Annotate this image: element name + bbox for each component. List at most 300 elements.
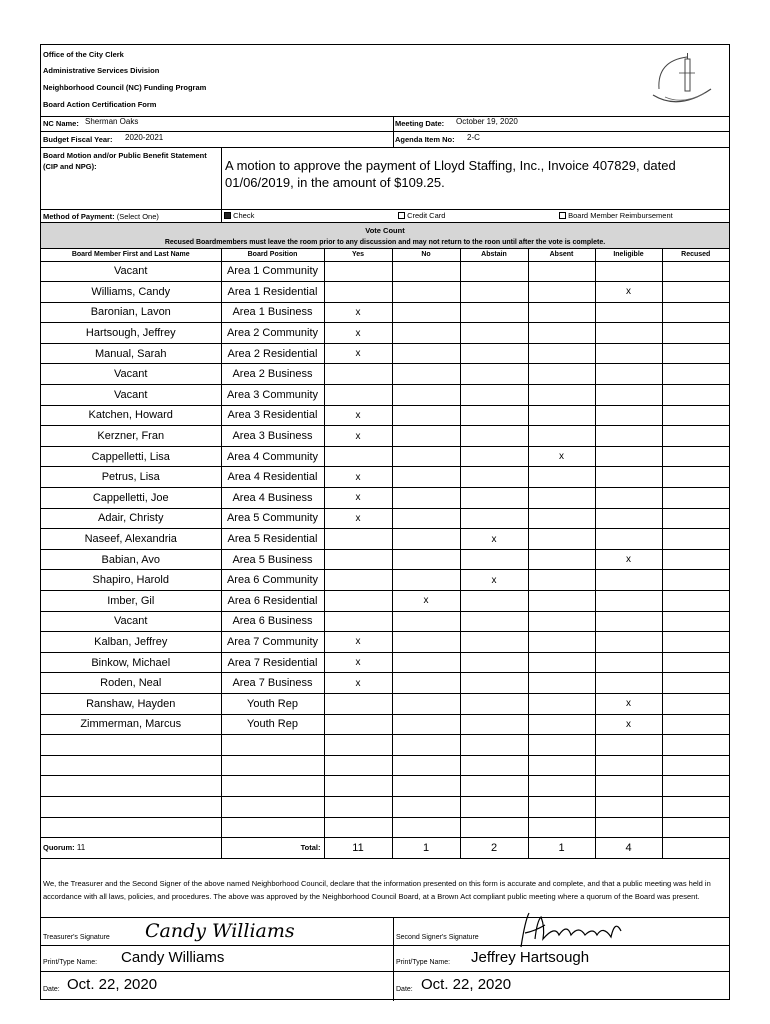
- quorum-cell: [41, 838, 221, 859]
- abstain-cell: [460, 467, 528, 488]
- member-name: Cappelletti, Lisa: [41, 446, 221, 467]
- no-cell: [392, 673, 460, 694]
- no-cell: [392, 323, 460, 344]
- abstain-cell: x: [460, 529, 528, 550]
- board-position: Area 2 Community: [221, 323, 324, 344]
- no-cell: [392, 385, 460, 406]
- no-cell: [392, 364, 460, 385]
- yes-cell: [324, 755, 392, 776]
- meeting-date-value: October 19, 2020: [456, 117, 518, 126]
- motion-text: A motion to approve the payment of Lloyd Staffing, Inc., Invoice 407829, dated 01/06/2019, in the amount of $109.25.: [225, 158, 676, 190]
- absent-cell: [528, 323, 595, 344]
- recused-cell: [662, 755, 729, 776]
- second-signature-label: Second Signer's Signature: [396, 934, 479, 941]
- quorum-label: Quorum:: [43, 843, 75, 853]
- yes-cell: x: [324, 673, 392, 694]
- board-position: Area 1 Business: [221, 302, 324, 323]
- absent-cell: [528, 529, 595, 550]
- header-form-title: Board Action Certification Form: [43, 100, 157, 109]
- recused-cell: [662, 673, 729, 694]
- recused-cell: [662, 776, 729, 797]
- vote-table: [41, 248, 729, 859]
- vote-table-body: [41, 261, 729, 838]
- table-row: [41, 282, 729, 303]
- recused-cell: [662, 405, 729, 426]
- recused-cell: [662, 693, 729, 714]
- yes-cell: [324, 385, 392, 406]
- yes-cell: [324, 570, 392, 591]
- table-row: [41, 488, 729, 509]
- absent-cell: [528, 302, 595, 323]
- table-row: [41, 796, 729, 817]
- col-header: No: [392, 248, 460, 261]
- col-header: Ineligible: [595, 248, 662, 261]
- member-name: Imber, Gil: [41, 591, 221, 612]
- vote-table-header: [41, 248, 729, 261]
- yes-cell: [324, 776, 392, 797]
- board-position: Area 4 Business: [221, 488, 324, 509]
- member-name: Naseef, Alexandria: [41, 529, 221, 550]
- ineligible-cell: [595, 323, 662, 344]
- no-cell: [392, 735, 460, 756]
- payment-option-credit-card[interactable]: [398, 211, 445, 220]
- abstain-cell: [460, 343, 528, 364]
- board-position: Area 6 Business: [221, 611, 324, 632]
- ineligible-cell: [595, 755, 662, 776]
- member-name: Vacant: [41, 385, 221, 406]
- table-row: [41, 405, 729, 426]
- table-row: [41, 673, 729, 694]
- total-recused: [662, 838, 729, 859]
- yes-cell: [324, 735, 392, 756]
- board-action-form: [40, 44, 730, 1000]
- ineligible-cell: x: [595, 714, 662, 735]
- table-row: [41, 776, 729, 797]
- col-header: Abstain: [460, 248, 528, 261]
- yes-cell: x: [324, 405, 392, 426]
- member-name: Vacant: [41, 364, 221, 385]
- no-cell: [392, 570, 460, 591]
- abstain-cell: [460, 776, 528, 797]
- motion-label: Board Motion and/or Public Benefit Statement (CIP and NPG):: [43, 151, 207, 171]
- abstain-cell: [460, 817, 528, 838]
- total-abstain: 2: [460, 838, 528, 859]
- absent-cell: [528, 385, 595, 406]
- divider: [393, 116, 394, 147]
- yes-cell: [324, 591, 392, 612]
- yes-cell: [324, 446, 392, 467]
- recused-cell: [662, 364, 729, 385]
- yes-cell: x: [324, 508, 392, 529]
- yes-cell: [324, 282, 392, 303]
- ineligible-cell: [595, 405, 662, 426]
- ineligible-cell: [595, 652, 662, 673]
- second-date: Oct. 22, 2020: [421, 976, 512, 993]
- yes-cell: x: [324, 632, 392, 653]
- board-position: Area 4 Residential: [221, 467, 324, 488]
- table-row: [41, 385, 729, 406]
- no-cell: [392, 776, 460, 797]
- table-row: [41, 446, 729, 467]
- agenda-item-value: 2-C: [467, 133, 480, 142]
- ineligible-cell: [595, 364, 662, 385]
- no-cell: [392, 488, 460, 509]
- member-name: Baronian, Lavon: [41, 302, 221, 323]
- absent-cell: [528, 652, 595, 673]
- ineligible-cell: [595, 385, 662, 406]
- treasurer-date-label: Date:: [43, 986, 60, 993]
- board-position: Youth Rep: [221, 714, 324, 735]
- ineligible-cell: x: [595, 549, 662, 570]
- member-name: [41, 755, 221, 776]
- board-position: [221, 796, 324, 817]
- table-row: [41, 426, 729, 447]
- board-position: Area 7 Business: [221, 673, 324, 694]
- treasurer-date: Oct. 22, 2020: [67, 976, 158, 993]
- no-cell: [392, 343, 460, 364]
- abstain-cell: [460, 632, 528, 653]
- no-cell: [392, 693, 460, 714]
- table-row: [41, 591, 729, 612]
- yes-cell: [324, 364, 392, 385]
- table-row: [41, 323, 729, 344]
- absent-cell: [528, 549, 595, 570]
- col-header: Recused: [662, 248, 729, 261]
- ineligible-cell: [595, 632, 662, 653]
- yes-cell: x: [324, 488, 392, 509]
- no-cell: [392, 714, 460, 735]
- rule: [41, 971, 729, 972]
- payment-label: Method of Payment:: [43, 212, 115, 221]
- yes-cell: [324, 611, 392, 632]
- recused-cell: [662, 632, 729, 653]
- no-cell: [392, 796, 460, 817]
- declaration-text: We, the Treasurer and the Second Signer of the above named Neighborhood Council, declare that the information presented on this form is accurate and complete, and that a public meeting was held in accordance with all laws, policies, and procedures. The above was approved by the Neighborhood Council Board, at a Brown Act compliant public meeting where a quorum of the Board was present.: [43, 879, 711, 901]
- absent-cell: [528, 776, 595, 797]
- member-name: Adair, Christy: [41, 508, 221, 529]
- yes-cell: [324, 693, 392, 714]
- recusal-note: Recused Boardmembers must leave the room prior to any discussion and may not return to the roon until after the vote is complete.: [164, 239, 606, 246]
- checkbox-icon[interactable]: [559, 212, 566, 219]
- member-name: Cappelletti, Joe: [41, 488, 221, 509]
- table-row: [41, 611, 729, 632]
- no-cell: [392, 817, 460, 838]
- divider: [393, 917, 394, 1001]
- member-name: [41, 735, 221, 756]
- quorum-value: 11: [76, 843, 86, 853]
- board-position: [221, 817, 324, 838]
- motion-row: [41, 147, 729, 148]
- abstain-cell: [460, 261, 528, 282]
- treasurer-signature: Candy Williams: [145, 920, 295, 942]
- recused-cell: [662, 570, 729, 591]
- no-cell: [392, 508, 460, 529]
- member-name: Kerzner, Fran: [41, 426, 221, 447]
- member-name: Ranshaw, Hayden: [41, 693, 221, 714]
- absent-cell: [528, 467, 595, 488]
- ineligible-cell: [595, 611, 662, 632]
- checkbox-icon[interactable]: [398, 212, 405, 219]
- absent-cell: [528, 611, 595, 632]
- board-position: Area 3 Business: [221, 426, 324, 447]
- recused-cell: [662, 652, 729, 673]
- absent-cell: [528, 755, 595, 776]
- ineligible-cell: [595, 302, 662, 323]
- recused-cell: [662, 796, 729, 817]
- recused-cell: [662, 611, 729, 632]
- abstain-cell: [460, 549, 528, 570]
- agenda-item-label: Agenda Item No:: [395, 135, 455, 144]
- abstain-cell: [460, 591, 528, 612]
- member-name: Vacant: [41, 611, 221, 632]
- yes-cell: [324, 817, 392, 838]
- payment-hint: (Select One): [116, 212, 159, 221]
- board-position: Youth Rep: [221, 693, 324, 714]
- table-row: [41, 632, 729, 653]
- treasurer-signature-label: Treasurer's Signature: [43, 934, 110, 941]
- abstain-cell: [460, 652, 528, 673]
- abstain-cell: [460, 364, 528, 385]
- table-row: [41, 364, 729, 385]
- board-position: Area 1 Residential: [221, 282, 324, 303]
- no-cell: [392, 426, 460, 447]
- absent-cell: [528, 632, 595, 653]
- col-header: Board Member First and Last Name: [41, 248, 221, 261]
- abstain-cell: [460, 508, 528, 529]
- ineligible-cell: x: [595, 693, 662, 714]
- total-label: Total:: [221, 838, 324, 859]
- ineligible-cell: [595, 261, 662, 282]
- member-name: Binkow, Michael: [41, 652, 221, 673]
- ineligible-cell: [595, 508, 662, 529]
- board-position: Area 6 Residential: [221, 591, 324, 612]
- ineligible-cell: [595, 591, 662, 612]
- member-name: [41, 817, 221, 838]
- ineligible-cell: [595, 488, 662, 509]
- absent-cell: [528, 817, 595, 838]
- col-header: Yes: [324, 248, 392, 261]
- yes-cell: [324, 261, 392, 282]
- recused-cell: [662, 549, 729, 570]
- recused-cell: [662, 714, 729, 735]
- ineligible-cell: [595, 796, 662, 817]
- board-position: Area 3 Residential: [221, 405, 324, 426]
- absent-cell: [528, 673, 595, 694]
- member-name: Hartsough, Jeffrey: [41, 323, 221, 344]
- recused-cell: [662, 446, 729, 467]
- member-name: Babian, Avo: [41, 549, 221, 570]
- member-name: Shapiro, Harold: [41, 570, 221, 591]
- absent-cell: [528, 405, 595, 426]
- ineligible-cell: [595, 343, 662, 364]
- board-position: Area 7 Residential: [221, 652, 324, 673]
- total-yes: 11: [324, 838, 392, 859]
- no-cell: [392, 755, 460, 776]
- ineligible-cell: [595, 467, 662, 488]
- board-position: Area 5 Business: [221, 549, 324, 570]
- no-cell: [392, 549, 460, 570]
- ineligible-cell: [595, 570, 662, 591]
- yes-cell: [324, 549, 392, 570]
- abstain-cell: [460, 796, 528, 817]
- abstain-cell: [460, 488, 528, 509]
- board-position: [221, 755, 324, 776]
- abstain-cell: [460, 735, 528, 756]
- recused-cell: [662, 467, 729, 488]
- yes-cell: x: [324, 652, 392, 673]
- absent-cell: [528, 508, 595, 529]
- treasurer-name-label: Print/Type Name:: [43, 959, 98, 966]
- yes-cell: x: [324, 467, 392, 488]
- total-ineligible: 4: [595, 838, 662, 859]
- no-cell: [392, 652, 460, 673]
- absent-cell: [528, 735, 595, 756]
- abstain-cell: [460, 611, 528, 632]
- table-row: [41, 817, 729, 838]
- no-cell: [392, 467, 460, 488]
- second-name-label: Print/Type Name:: [396, 959, 451, 966]
- recused-cell: [662, 529, 729, 550]
- member-name: Petrus, Lisa: [41, 467, 221, 488]
- option-label: Credit Card: [407, 211, 446, 220]
- second-date-label: Date:: [396, 986, 413, 993]
- table-row: [41, 508, 729, 529]
- member-name: Zimmerman, Marcus: [41, 714, 221, 735]
- member-name: Kalban, Jeffrey: [41, 632, 221, 653]
- recused-cell: [662, 508, 729, 529]
- abstain-cell: [460, 714, 528, 735]
- table-row: [41, 652, 729, 673]
- no-cell: [392, 405, 460, 426]
- ineligible-cell: x: [595, 282, 662, 303]
- table-row: [41, 529, 729, 550]
- table-row: [41, 343, 729, 364]
- board-position: Area 3 Community: [221, 385, 324, 406]
- board-position: Area 4 Community: [221, 446, 324, 467]
- yes-cell: [324, 796, 392, 817]
- payment-method: [43, 212, 159, 221]
- table-row: [41, 735, 729, 756]
- table-row: [41, 261, 729, 282]
- member-name: Manual, Sarah: [41, 343, 221, 364]
- board-position: [221, 776, 324, 797]
- abstain-cell: [460, 323, 528, 344]
- table-row: [41, 714, 729, 735]
- vote-count-title: Vote Count: [365, 226, 405, 235]
- option-label: Check: [233, 211, 255, 220]
- absent-cell: [528, 426, 595, 447]
- table-row: [41, 302, 729, 323]
- no-cell: [392, 282, 460, 303]
- yes-cell: x: [324, 426, 392, 447]
- payment-option-check[interactable]: [224, 211, 254, 220]
- no-cell: x: [392, 591, 460, 612]
- rule: [41, 945, 729, 946]
- ineligible-cell: [595, 529, 662, 550]
- recused-cell: [662, 343, 729, 364]
- treasurer-name: Candy Williams: [121, 949, 225, 966]
- no-cell: [392, 529, 460, 550]
- board-position: [221, 735, 324, 756]
- yes-cell: x: [324, 302, 392, 323]
- col-header: Absent: [528, 248, 595, 261]
- board-position: Area 7 Community: [221, 632, 324, 653]
- member-name: Katchen, Howard: [41, 405, 221, 426]
- ineligible-cell: [595, 673, 662, 694]
- table-row: [41, 467, 729, 488]
- absent-cell: [528, 282, 595, 303]
- table-row: [41, 549, 729, 570]
- total-no: 1: [392, 838, 460, 859]
- second-name: Jeffrey Hartsough: [471, 949, 590, 966]
- board-position: Area 2 Residential: [221, 343, 324, 364]
- totals-row: [41, 838, 729, 859]
- ineligible-cell: [595, 446, 662, 467]
- absent-cell: [528, 796, 595, 817]
- header-division: Administrative Services Division: [43, 66, 160, 75]
- recused-cell: [662, 817, 729, 838]
- member-name: Roden, Neal: [41, 673, 221, 694]
- board-position: Area 6 Community: [221, 570, 324, 591]
- abstain-cell: [460, 693, 528, 714]
- recused-cell: [662, 323, 729, 344]
- board-position: Area 5 Community: [221, 508, 324, 529]
- board-position: Area 5 Residential: [221, 529, 324, 550]
- board-position: Area 2 Business: [221, 364, 324, 385]
- abstain-cell: [460, 755, 528, 776]
- header-program: Neighborhood Council (NC) Funding Program: [43, 83, 207, 92]
- checkbox-checked-icon[interactable]: [224, 212, 231, 219]
- ineligible-cell: [595, 776, 662, 797]
- no-cell: [392, 611, 460, 632]
- budget-year-value: 2020-2021: [125, 133, 164, 142]
- abstain-cell: [460, 446, 528, 467]
- recused-cell: [662, 735, 729, 756]
- yes-cell: [324, 714, 392, 735]
- no-cell: [392, 446, 460, 467]
- member-name: Vacant: [41, 261, 221, 282]
- no-cell: [392, 632, 460, 653]
- recused-cell: [662, 488, 729, 509]
- abstain-cell: x: [460, 570, 528, 591]
- abstain-cell: [460, 385, 528, 406]
- table-row: [41, 693, 729, 714]
- absent-cell: [528, 591, 595, 612]
- ineligible-cell: [595, 817, 662, 838]
- table-row: [41, 755, 729, 776]
- yes-cell: [324, 529, 392, 550]
- recused-cell: [662, 302, 729, 323]
- absent-cell: [528, 261, 595, 282]
- payment-option-reimbursement[interactable]: [559, 211, 673, 220]
- abstain-cell: [460, 302, 528, 323]
- absent-cell: [528, 343, 595, 364]
- budget-year-label: Budget Fiscal Year:: [43, 135, 113, 144]
- yes-cell: x: [324, 323, 392, 344]
- total-absent: 1: [528, 838, 595, 859]
- payment-row: [41, 209, 729, 210]
- yes-cell: x: [324, 343, 392, 364]
- recused-cell: [662, 385, 729, 406]
- absent-cell: [528, 570, 595, 591]
- ineligible-cell: [595, 735, 662, 756]
- recused-cell: [662, 426, 729, 447]
- abstain-cell: [460, 405, 528, 426]
- meeting-date-label: Meeting Date:: [395, 119, 445, 128]
- absent-cell: [528, 714, 595, 735]
- nc-name-label: NC Name:: [43, 119, 79, 128]
- abstain-cell: [460, 282, 528, 303]
